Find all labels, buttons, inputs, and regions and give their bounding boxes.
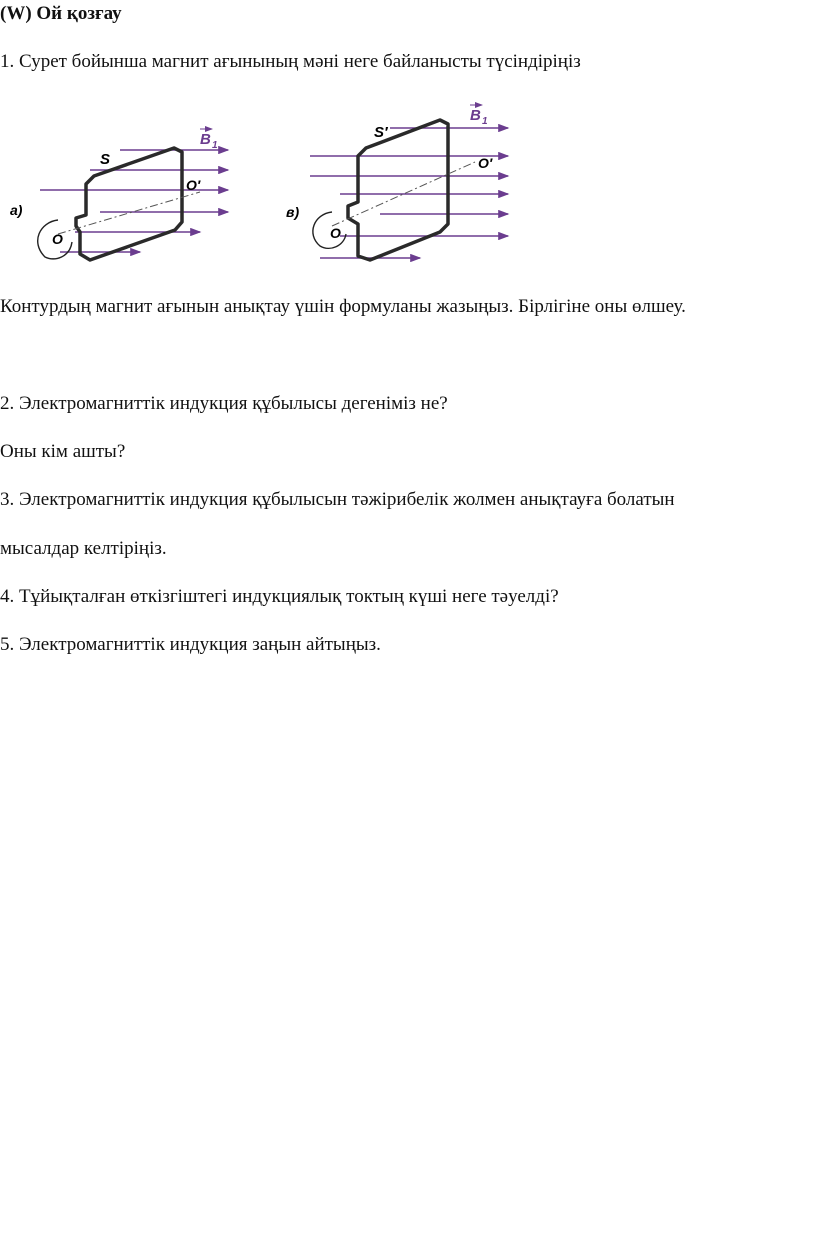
flux-task: Контурдың магнит ағынын анықтау үшін формуланы жазыңыз. Бірлігіне оны өлшеу. [0, 296, 686, 317]
question-2: 2. Электромагниттік индукция құбылысы дегеніміз не? [0, 393, 448, 414]
panel-a-label: а) [10, 202, 23, 218]
field-lines [40, 150, 228, 252]
question-4: 4. Тұйықталған өткізгіштегі индукциялық токтың күші неге тәуелді? [0, 586, 559, 607]
figure-b-diagram [280, 96, 520, 276]
wire-loop-b [348, 120, 448, 260]
field-label-a: B [200, 131, 211, 148]
wire-loop [76, 148, 182, 260]
panel-b-label: в) [286, 204, 300, 220]
axis-end-label-b: O′ [478, 155, 493, 171]
area-label-b: S′ [374, 124, 388, 141]
question-3a: 3. Электромагниттік индукция құбылысын тәжірибелік жолмен анықтауға болатын [0, 489, 675, 510]
area-label-a: S [100, 151, 111, 168]
field-label-b: B [470, 107, 481, 124]
question-5: 5. Электромагниттік индукция заңын айтыңыз. [0, 634, 381, 655]
axis-start-label-b: O [330, 225, 341, 241]
field-sub-a: 1 [212, 140, 218, 151]
question-2b: Оны кім ашты? [0, 441, 126, 462]
field-sub-b: 1 [482, 116, 488, 127]
question-1: 1. Сурет бойынша магнит ағынының мәні неге байланысты түсіндіріңіз [0, 51, 581, 72]
figure-a-diagram [0, 112, 250, 272]
page-heading: (W) Ой қозғау [0, 3, 122, 24]
question-3b: мысалдар келтіріңіз. [0, 538, 167, 559]
axis-end-label-a: O′ [186, 177, 201, 193]
axis-start-label-a: O [52, 231, 63, 247]
